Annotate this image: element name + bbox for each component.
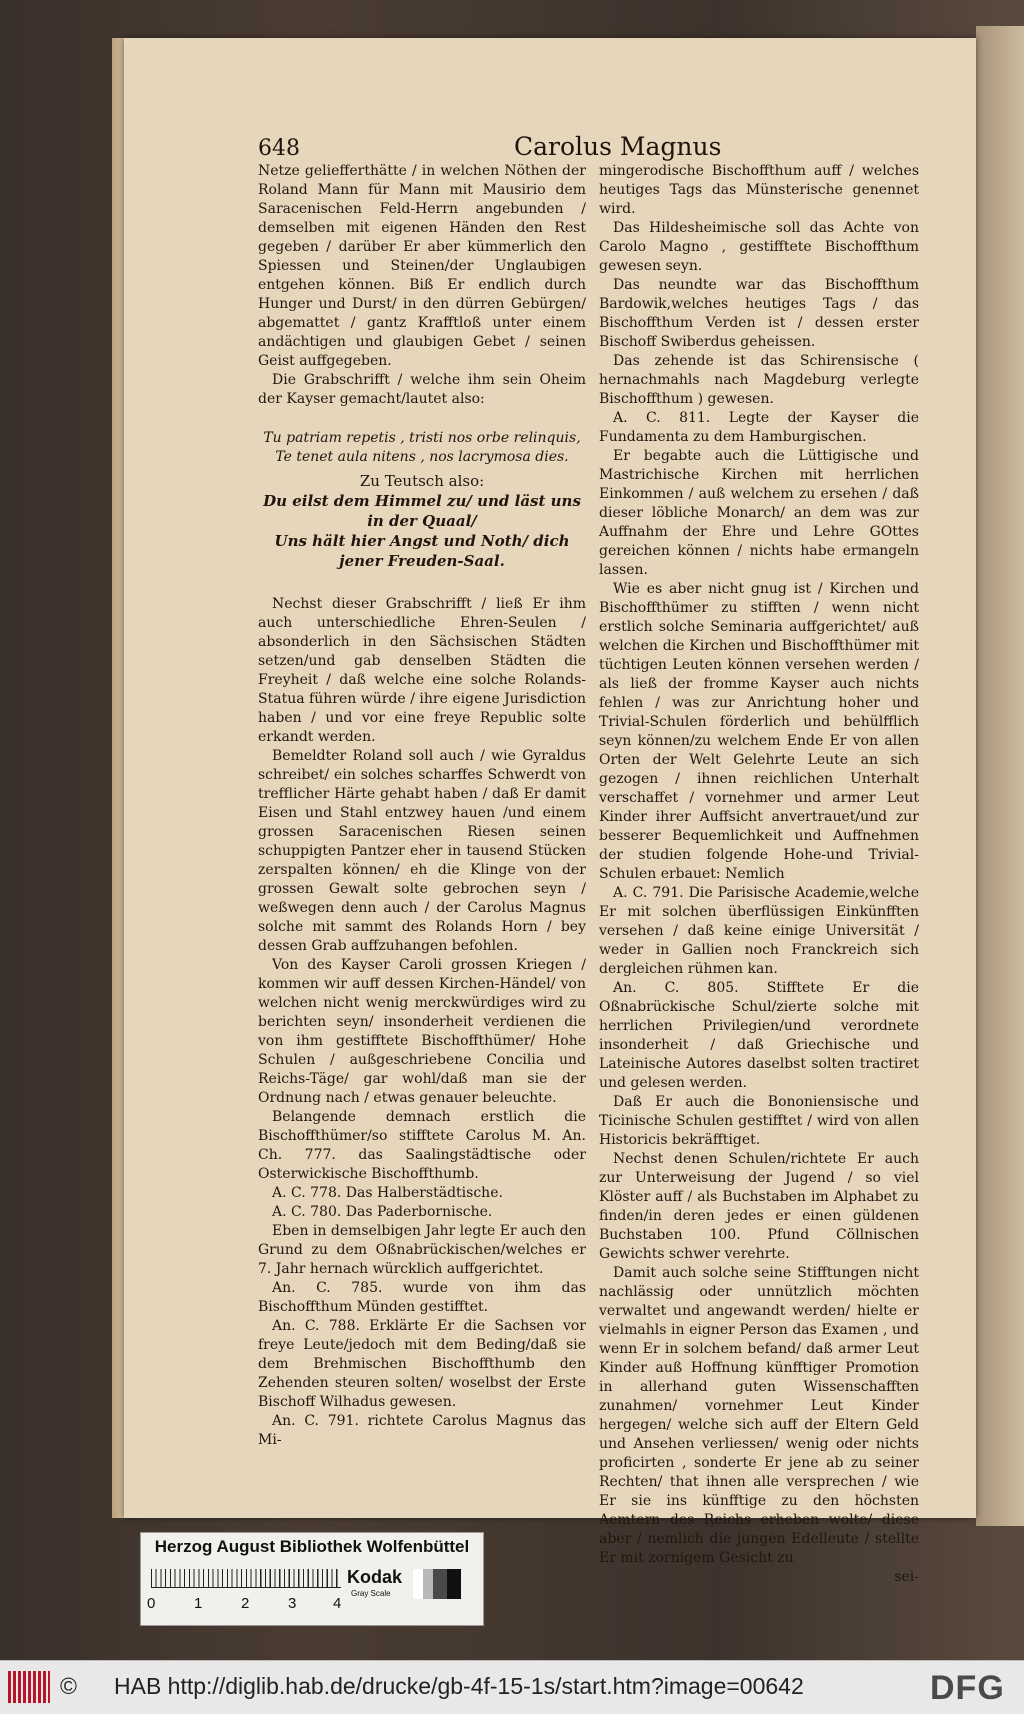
paragraph: Eben in demselbigen Jahr legte Er auch den Grund zu dem Oßnabrückischen/welches er 7. Jahr hernach würcklich auffgerichtet. (258, 1223, 587, 1277)
page-number: 648 (258, 136, 300, 161)
gray-patch (447, 1569, 461, 1599)
paragraph: Nechst denen Schulen/richtete Er auch zur Unterweisung der Jugend / so viel Klöster auff / als Buchstaben im Alphabet zu finden/in deren jedes er einen güldenen Buchstaben 100. Pfund Cöllnischen Gewichts schwer verehrte. (599, 1151, 919, 1262)
poem-latin-line: Tu patriam repetis , tristi nos orbe relinquis, (263, 430, 581, 446)
paragraph: Belangende demnach erstlich die Bischoffthümer/so stifftete Carolus M. An. Ch. 777. das Saalingstädtische oder Osterwickische Bischoffthumb. (258, 1109, 586, 1182)
copyright-symbol: © (60, 1673, 77, 1699)
ruler-numbers (147, 1595, 347, 1615)
paragraph: Daß Er auch die Bononiensische und Ticinische Schulen gestifftet / wird von allen Historicis bekräfftiget. (599, 1094, 919, 1148)
paragraph: A. C. 791. Die Parisische Academie,welche Er mit solchen überflüssigen Einkünfften versehen / daß keine einige Universität / weder in Gallien noch Franckreich sich dergleichen rühmen kan. (599, 885, 919, 977)
poem-german-line: Du eilst dem Himmel zu/ und läst uns in der Quaal/ (263, 492, 581, 530)
gray-patch (423, 1569, 433, 1599)
ruler-number: 4 (333, 1595, 342, 1612)
left-column (258, 162, 586, 1450)
paragraph: Netze geliefferthätte / in welchen Nöthen der Roland Mann für Mann mit Mausirio dem Saracenischen Feld-Herrn angebunden / demselben mit eigenen Händen den Rest gegeben / darüber Er aber kümmerlich den Spiessen und Steinen/der Unglaubigen entgehen können. Biß Er endlich durch Hunger und Durst/ in den dürren Gebürgen/ abgemattet / gantz Krafftloß unter einem andächtigen und glaubigen Gebet / seinen Geist auffgegeben. (258, 163, 586, 369)
gray-patch (413, 1569, 423, 1599)
paragraph: Das neundte war das Bischoffthum Bardowik,welches heutiges Tags / das Bischoffthum Verden ist / dessen erster Bischoff Swiberdus geheissen. (599, 277, 919, 350)
poem-latin-line: Te tenet aula nitens , nos lacrymosa dies. (275, 449, 569, 465)
scale-ruler (151, 1569, 341, 1588)
paragraph: Nechst dieser Grabschrifft / ließ Er ihm auch unterschiedliche Ehren-Seulen / absonderlich in den Sächsischen Städten setzen/und gab denselben Städten die Freyheit / daß welche eine solche Rolands-Statua führen würde / ihre eigene Jurisdiction haben / und vor eine freye Republic solte erkandt werden. (258, 596, 586, 745)
paragraph: Er begabte auch die Lüttigische und Mastrichische Kirchen mit herrlichen Einkommen / auß welchem zu ersehen / daß dieser löbliche Monarch/ an dem was zur Auffnahm der Ehre und Lehre GOttes gereichen können / nichts habe ermangeln lassen. (599, 448, 919, 578)
paragraph: Wie es aber nicht gnug ist / Kirchen und Bischoffthümer zu stifften / wenn nicht erstlich solche Seminaria auffgerichtet/ auß welchen die Kirchen und Bischoffthümer mit tüchtigen Leuten können versehen werden / als ließ der fromme Kayser auch nichts fehlen / was zur Anrichtung hoher und Trivial-Schulen förderlich und behülfflich seyn können/zu welchem Ende Er von allen Orten der Welt Gelehrte Leute an sich gezogen / ihnen reichlichen Unterhalt verschaffet / vornehmer und armer Leut Kinder ihrer Auffsicht anvertrauet/und zur besserer Bequemlichkeit und Auffnehmen der studien folgende Hohe-und Trivial-Schulen erbauet: Nemlich (599, 581, 919, 882)
gray-scale-patches (413, 1569, 463, 1599)
library-name: Herzog August Bibliothek Wolfenbüttel (154, 1537, 470, 1556)
running-head (258, 132, 722, 162)
ruler-number: 2 (241, 1595, 250, 1612)
paragraph: Die Grabschrifft / welche ihm sein Oheim der Kayser gemacht/lautet also: (258, 372, 586, 407)
kodak-subtitle: Gray Scale (351, 1589, 391, 1598)
paragraph: mingerodische Bischoffthum auff / welches heutiges Tags das Münsterische genennet wird. (599, 163, 919, 217)
dfg-logo: DFG (930, 1669, 1005, 1707)
right-column (599, 162, 919, 1587)
footer-bar (0, 1660, 1024, 1714)
citation-url[interactable]: HAB http://diglib.hab.de/drucke/gb-4f-15-1s/start.htm?image=00642 (114, 1673, 804, 1699)
paragraph: An. C. 785. wurde von ihm das Bischoffthum Münden gestifftet. (258, 1280, 586, 1315)
catchword: sei- (894, 1569, 919, 1585)
paragraph: An. C. 805. Stifftete Er die Oßnabrückische Schul/zierte solche mit herrlichen Privilegien/und verordnete insonderheit / daß Griechische und Lateinische Autores daselbst solten tractiret und gelesen werden. (599, 980, 919, 1091)
paragraph: Das Hildesheimische soll das Achte von Carolo Magno , gestifftete Bischoffthum gewesen seyn. (599, 220, 919, 274)
running-title: Carolus Magnus (514, 132, 722, 161)
paragraph: An. C. 788. Erklärte Er die Sachsen vor freye Leute/jedoch mit dem Beding/daß sie dem Brehmischen Bischoffthumb den Zehenden steuren solten/ woselbst der Erste Bischoff Wilhadus gewesen. (258, 1318, 586, 1410)
color-calibration-target (140, 1532, 484, 1626)
poem-heading: Zu Teutsch also: (359, 472, 485, 490)
paragraph: A. C. 811. Legte der Kayser die Fundamenta zu dem Hamburgischen. (599, 410, 919, 445)
ruler-number: 0 (147, 1595, 156, 1612)
epitaph-poem (258, 429, 586, 571)
paragraph: Bemeldter Roland soll auch / wie Gyraldus schreibet/ ein solches scharffes Schwerdt von trefflicher Härte gehabt haben / daß Er damit Eisen und Stahl entzwey hauen /und einem grossen Saracenischen Riesen seinen schuppigten Pantzer eher in tausend Stücken zerspalten können/ eh die Klinge von der grossen Gewalt solte gebrochen seyn / weßwegen denn auch / der Carolus Magnus solche mit sammt des Rolands Horn / bey dessen Grab auffzuhangen befohlen. (258, 748, 586, 954)
paragraph: A. C. 778. Das Halberstädtische. (272, 1185, 503, 1201)
poem-german-line: Uns hält hier Angst und Noth/ dich jener Freuden-Saal. (274, 532, 570, 570)
ruler-number: 3 (288, 1595, 297, 1612)
facing-page-edge (976, 26, 1024, 1526)
paragraph: An. C. 791. richtete Carolus Magnus das Mi- (258, 1413, 586, 1448)
paragraph: Damit auch solche seine Stifftungen nicht nachlässig oder unnützlich möchten verwaltet und angewandt werden/ hielte er vielmahls in eigner Person das Examen , und wenn Er in solchem befand/ daß armer Leut Kinder auß Hoffnung künfftiger Promotion in allerhand guten Wissenschafften zunahmen/ vornehmer Leut Kinder hergegen/ welche sich auff der Eltern Geld und Ansehen verliessen/ wenig oder nichts proficirten , sonderte Er jene ab zu seiner Rechten/ that ihnen alle versprechen / wie Er sie ins künfftige zu den höchsten Aemtern des Reichs erheben wolte/ diese aber / nemlich die jungen Edelleute / stellte Er mit zornigem Gesicht zu (599, 1265, 919, 1566)
gray-patch (433, 1569, 447, 1599)
ruler-number: 1 (194, 1595, 203, 1612)
kodak-logo: Kodak (347, 1567, 403, 1587)
barcode-icon (8, 1671, 50, 1703)
paragraph: Das zehende ist das Schirensische ( hernachmahls nach Magdeburg verlegte Bischoffthum ) gewesen. (599, 353, 919, 407)
paragraph: A. C. 780. Das Paderbornische. (272, 1204, 493, 1220)
paragraph: Von des Kayser Caroli grossen Kriegen / kommen wir auff dessen Kirchen-Händel/ von welchen nicht wenig merckwürdiges wird zu berichten seyn/ insonderheit verdienen die von ihm gestifftete Bischoffthümer/ Hohe Schulen / außgeschriebene Concilia und Reichs-Täge/ gar wohl/daß man sie der Ordnung nach / etwas genauer beleuchte. (258, 957, 586, 1106)
